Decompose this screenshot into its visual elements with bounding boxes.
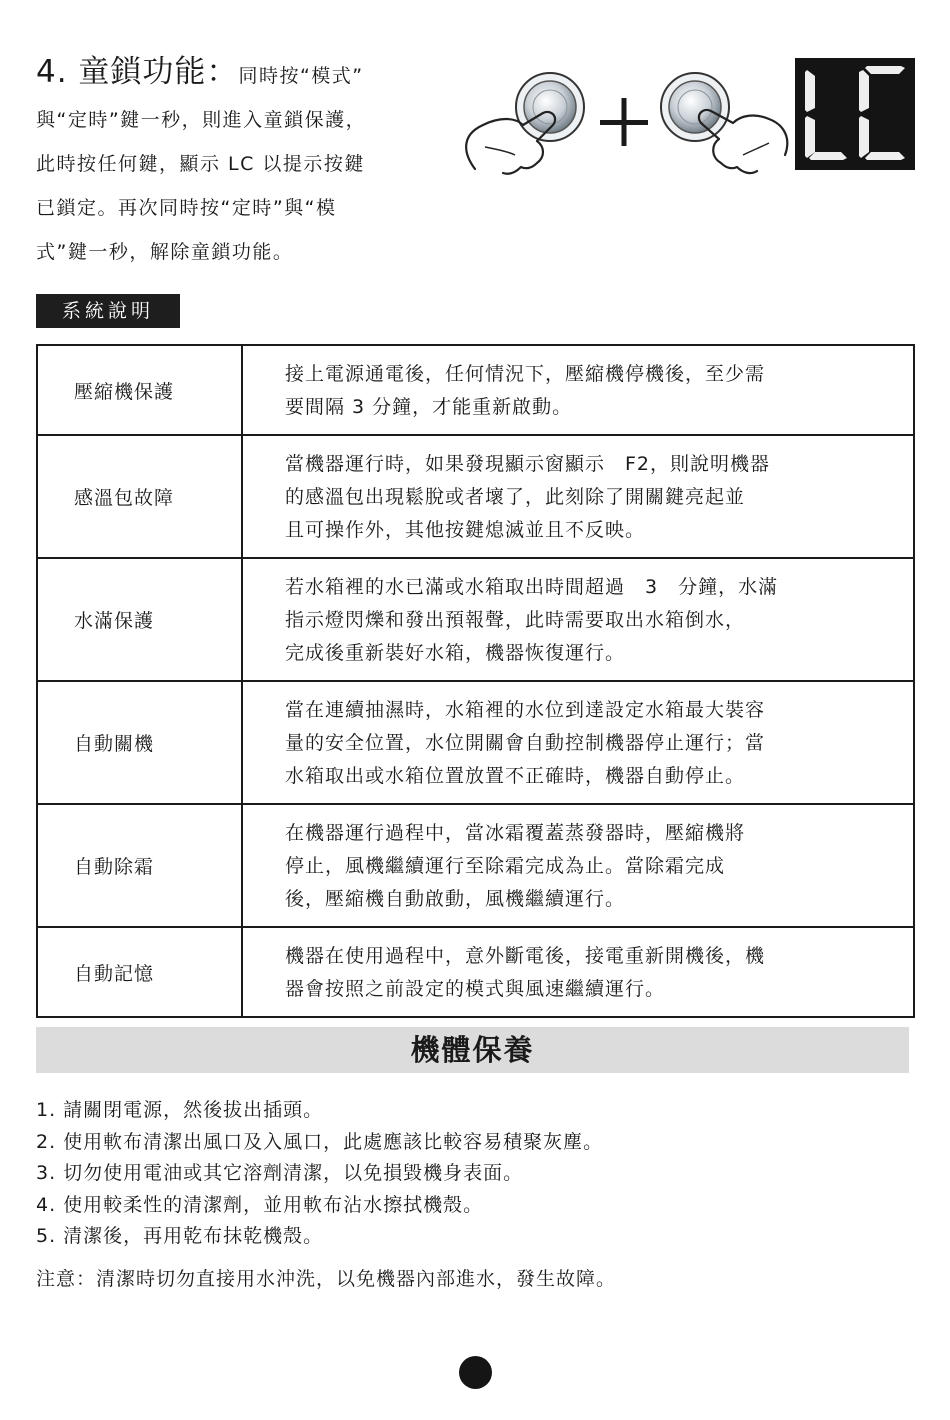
desc-line: 量的安全位置，水位開關會自動控制機器停止運行；當 — [285, 732, 766, 754]
desc-line: 指示燈閃爍和發出預報聲，此時需要取出水箱倒水， — [285, 609, 746, 631]
plus-icon — [600, 98, 648, 146]
table-term-cell: 壓縮機保護 — [37, 345, 242, 435]
table-desc-cell — [242, 681, 914, 804]
list-item: 3. 切勿使用電油或其它溶劑清潔，以免損毀機身表面。 — [36, 1162, 524, 1184]
table-desc-cell — [242, 435, 914, 558]
desc-line: 且可操作外，其他按鍵熄滅並且不反映。 — [285, 519, 646, 541]
desc-line: 在機器運行過程中，當冰霜覆蓋蒸發器時，壓縮機將 — [285, 822, 746, 844]
table-row — [37, 345, 914, 435]
care-list — [36, 1095, 603, 1253]
table-term-cell: 自動記憶 — [37, 927, 242, 1017]
table-term-cell: 水滿保護 — [37, 558, 242, 681]
list-item: 4. 使用較柔性的清潔劑，並用軟布沾水擦拭機殼。 — [36, 1193, 484, 1216]
child-lock-section — [36, 50, 446, 274]
list-item: 1. 請關閉電源，然後拔出插頭。 — [36, 1099, 324, 1121]
child-lock-line-3: 此時按任何鍵，顯示 LC 以提示按鍵 — [36, 153, 365, 175]
lc-display — [795, 58, 915, 170]
finger-press-button-icon — [466, 73, 584, 174]
table-row — [37, 681, 914, 804]
table-row — [37, 927, 914, 1017]
desc-line: 要間隔 3 分鐘，才能重新啟動。 — [285, 396, 573, 418]
lc-display-segments — [795, 58, 915, 170]
care-section-banner — [36, 1027, 909, 1073]
desc-line: 後，壓縮機自動啟動，風機繼續運行。 — [285, 888, 626, 910]
desc-line: 的感溫包出現鬆脫或者壞了，此刻除了開關鍵亮起並 — [285, 486, 746, 508]
table-term-cell: 自動關機 — [37, 681, 242, 804]
table-row — [37, 804, 914, 927]
desc-line: 接上電源通電後，任何情況下，壓縮機停機後，至少需 — [285, 363, 766, 385]
care-note: 注意：清潔時切勿直接用水沖洗，以免機器內部進水，發生故障。 — [36, 1268, 617, 1290]
table-desc-cell — [242, 927, 914, 1017]
care-title: 機體保養 — [410, 1033, 535, 1067]
desc-line: 當在連續抽濕時，水箱裡的水位到達設定水箱最大裝容 — [285, 699, 766, 721]
child-lock-text: 同時按“模式” — [238, 65, 364, 87]
desc-line: 水箱取出或水箱位置放置不正確時，機器自動停止。 — [285, 765, 746, 787]
desc-line: 完成後重新裝好水箱，機器恢復運行。 — [285, 642, 626, 664]
finger-press-button-icon — [661, 73, 787, 173]
desc-line: 機器在使用過程中，意外斷電後，接電重新開機後，機 — [285, 945, 766, 967]
table-term-cell: 自動除霜 — [37, 804, 242, 927]
table-desc-cell — [242, 804, 914, 927]
table-desc-cell — [242, 558, 914, 681]
child-lock-line-1 — [36, 50, 446, 98]
system-section-label: 系統說明 — [36, 294, 180, 328]
page-marker-dot — [459, 1356, 492, 1389]
list-item: 5. 清潔後，再用乾布抹乾機殼。 — [36, 1225, 324, 1247]
table-row — [37, 435, 914, 558]
list-item: 2. 使用軟布清潔出風口及入風口，此處應該比較容易積聚灰塵。 — [36, 1130, 604, 1153]
child-lock-line-2: 與“定時”鍵一秒，則進入童鎖保護， — [36, 109, 367, 131]
system-table — [36, 344, 915, 1018]
child-lock-line-4: 已鎖定。再次同時按“定時”與“模 — [36, 197, 337, 219]
child-lock-line-5: 式”鍵一秒，解除童鎖功能。 — [36, 241, 294, 263]
desc-line: 當機器運行時，如果發現顯示窗顯示 F2，則說明機器 — [285, 453, 771, 475]
desc-line: 若水箱裡的水已滿或水箱取出時間超過 3 分鐘，水滿 — [285, 576, 779, 598]
table-term-cell: 感溫包故障 — [37, 435, 242, 558]
child-lock-heading: 4. 童鎖功能： — [36, 54, 239, 90]
table-row — [37, 558, 914, 681]
table-desc-cell — [242, 345, 914, 435]
desc-line: 停止，風機繼續運行至除霜完成為止。當除霜完成 — [285, 855, 726, 877]
desc-line: 器會按照之前設定的模式與風速繼續運行。 — [285, 978, 666, 1000]
